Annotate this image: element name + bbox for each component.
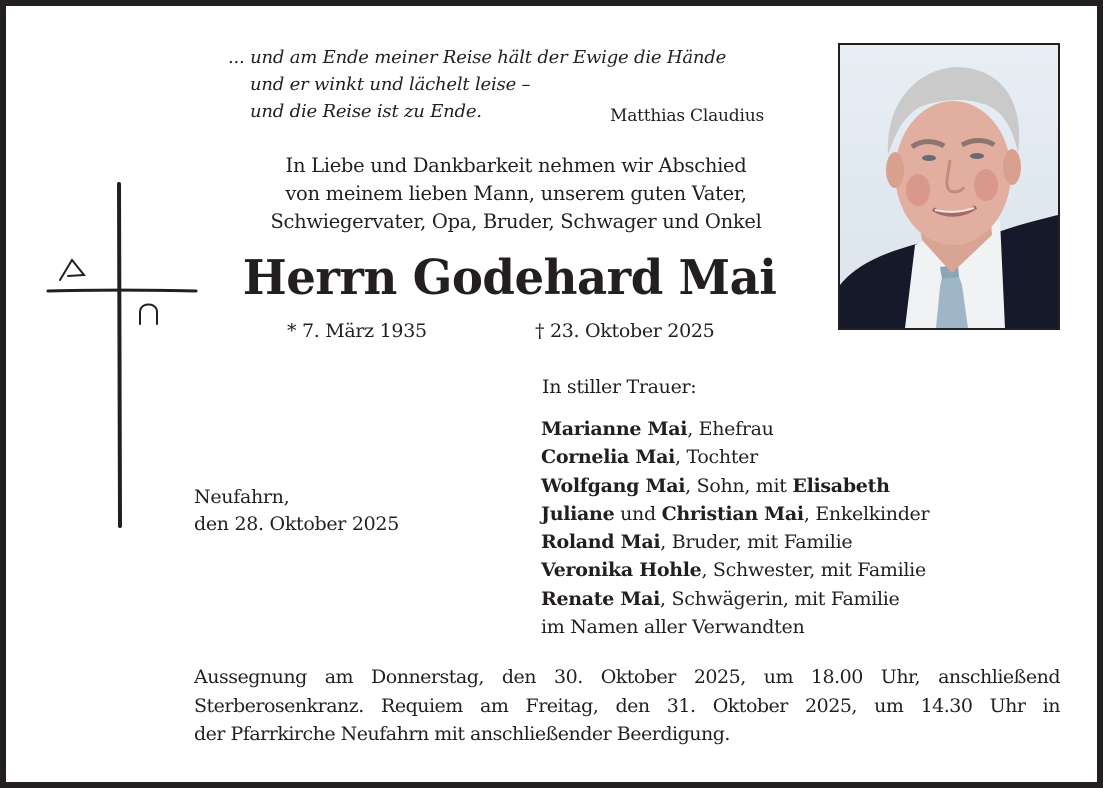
mourner-entry xyxy=(541,556,929,584)
quote-line: und er winkt und lächelt leise – xyxy=(250,74,531,95)
mourner-relation: , Bruder, mit Familie xyxy=(660,531,853,554)
mourner-entry xyxy=(541,415,929,443)
mourner-entry xyxy=(541,500,929,528)
mourner-name: Juliane xyxy=(541,502,615,525)
service-line: Sterberosenkranz. Requiem am Freitag, den 31. Oktober 2025, um 14.30 Uhr in xyxy=(194,694,1060,717)
death-date: † 23. Oktober 2025 xyxy=(535,320,715,342)
intro-text xyxy=(236,152,796,236)
service-line: Aussegnung am Donnerstag, den 30. Oktober 2025, um 18.00 Uhr, anschließend xyxy=(194,666,1060,688)
deceased-name: Herrn Godehard Mai xyxy=(242,250,777,306)
mourner-entry xyxy=(541,472,929,500)
mourner-name: Marianne Mai xyxy=(541,418,688,440)
mourner-entry xyxy=(541,585,929,613)
intro-line: Schwiegervater, Opa, Bruder, Schwager und Onkel xyxy=(270,210,762,233)
quote-author: Matthias Claudius xyxy=(610,106,764,126)
mourner-name: Christian Mai xyxy=(661,502,804,525)
mourner-name: Elisabeth xyxy=(792,474,890,497)
notice-date: den 28. Oktober 2025 xyxy=(194,513,399,535)
portrait-illustration-icon xyxy=(840,45,1058,328)
obituary-notice xyxy=(6,6,1097,782)
mourner-name: Roland Mai xyxy=(541,531,661,554)
mourner-relation: , Schwester, mit Familie xyxy=(701,559,926,582)
birth-date: * 7. März 1935 xyxy=(287,320,427,342)
place: Neufahrn, xyxy=(194,486,290,508)
mourner-name: Cornelia Mai xyxy=(541,446,676,469)
mourner-entry xyxy=(541,528,929,556)
mourner-relation: , Tochter xyxy=(675,446,758,469)
portrait-photo xyxy=(838,43,1060,330)
quote-line: ... und am Ende meiner Reise hält der Ewige die Hände xyxy=(228,47,727,68)
intro-line: In Liebe und Dankbarkeit nehmen wir Abschied xyxy=(285,154,747,177)
mourner-entry xyxy=(541,613,929,641)
service-info xyxy=(194,663,1060,749)
mourner-relation: , Ehefrau xyxy=(687,418,774,440)
mourner-name: Wolfgang Mai xyxy=(541,474,686,497)
mourning-title: In stiller Trauer: xyxy=(542,376,697,398)
mourner-name: Renate Mai xyxy=(541,587,661,610)
mourner-relation: im Namen aller Verwandten xyxy=(541,616,805,639)
mourner-entry xyxy=(541,443,929,471)
mourners-list xyxy=(541,415,929,641)
cross-alpha-omega-icon xyxy=(46,176,206,536)
place-date xyxy=(194,484,399,538)
mourner-relation: , Sohn, mit xyxy=(685,474,793,497)
mourner-relation: , Enkelkinder xyxy=(803,502,930,525)
quote-line: und die Reise ist zu Ende. xyxy=(250,101,482,122)
service-line: der Pfarrkirche Neufahrn mit anschließender Beerdigung. xyxy=(194,723,730,745)
intro-line: von meinem lieben Mann, unserem guten Vater, xyxy=(285,182,747,205)
mourner-relation: , Schwägerin, mit Familie xyxy=(660,587,900,610)
mourner-name: Veronika Hohle xyxy=(541,559,702,582)
mourner-relation: und xyxy=(614,502,662,525)
